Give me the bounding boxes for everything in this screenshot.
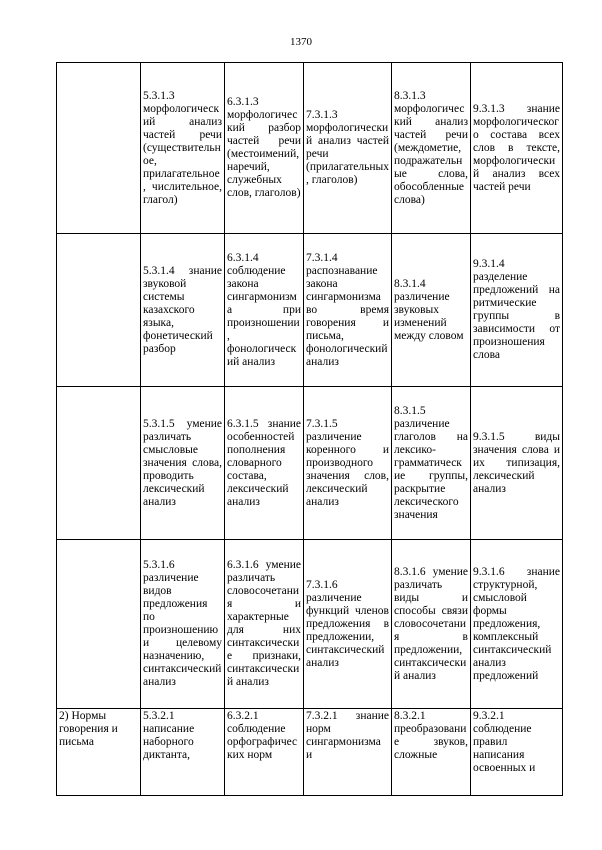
table-row <box>57 387 563 540</box>
topic-cell <box>57 63 141 234</box>
topic-cell <box>57 234 141 387</box>
table-row <box>57 709 563 796</box>
grade-7-objective-cell: 7.3.1.4 распознавание закона сингармонизма во время говорения и письма, фонологический анализ <box>304 234 392 387</box>
grade-5-objective-cell: 5.3.2.1 написание наборного диктанта, <box>141 709 225 796</box>
grade-7-objective-cell: 7.3.1.6 различение функций членов предложения в предложении, синтаксический анализ <box>304 540 392 709</box>
grade-9-objective-cell: 9.3.2.1 соблюдение правил написания освоенных и <box>471 709 563 796</box>
grade-9-objective-cell: 9.3.1.4 разделение предложений на ритмические группы в зависимости от произношения слова <box>471 234 563 387</box>
grade-5-objective-cell: 5.3.1.4 знание звуковой системы казахского языка, фонетический разбор <box>141 234 225 387</box>
table-row <box>57 63 563 234</box>
grade-7-objective-cell: 7.3.1.3 морфологический анализ частей речи (прилагательных, глаголов) <box>304 63 392 234</box>
grade-8-objective-cell: 8.3.1.6 умение различать виды и способы связи словосочетания в предложении, синтаксический анализ <box>392 540 471 709</box>
curriculum-table <box>56 62 563 796</box>
table-row <box>57 540 563 709</box>
grade-9-objective-cell: 9.3.1.6 знание структурной, смысловой формы предложения, комплексный синтаксический анализ предложений <box>471 540 563 709</box>
grade-8-objective-cell: 8.3.1.3 морфологический анализ частей речи (междометие, подражательные слова, обособленные слова) <box>392 63 471 234</box>
page-number: 1370 <box>290 36 312 48</box>
grade-5-objective-cell: 5.3.1.5 умение различать смысловые значения слова, проводить лексический анализ <box>141 387 225 540</box>
grade-7-objective-cell: 7.3.1.5 различение коренного и производного значения слов, лексический анализ <box>304 387 392 540</box>
grade-9-objective-cell: 9.3.1.5 виды значения слова и их типизация, лексический анализ <box>471 387 563 540</box>
grade-8-objective-cell: 8.3.1.4 различение звуковых изменений между словом <box>392 234 471 387</box>
grade-5-objective-cell: 5.3.1.6 различение видов предложения по произношению и целевому назначению, синтаксический анализ <box>141 540 225 709</box>
grade-8-objective-cell: 8.3.2.1 преобразование звуков, сложные <box>392 709 471 796</box>
grade-6-objective-cell: 6.3.2.1 соблюдение орфографических норм <box>225 709 304 796</box>
grade-8-objective-cell: 8.3.1.5 различение глаголов на лексико-грамматические группы, раскрытие лексического значения <box>392 387 471 540</box>
topic-cell <box>57 540 141 709</box>
grade-6-objective-cell: 6.3.1.5 знание особенностей пополнения словарного состава, лексический анализ <box>225 387 304 540</box>
grade-5-objective-cell: 5.3.1.3 морфологический анализ частей речи (существительное, прилагательное, числительное, глагол) <box>141 63 225 234</box>
grade-9-objective-cell: 9.3.1.3 знание морфологического состава всех слов в тексте, морфологический анализ всех частей речи <box>471 63 563 234</box>
grade-6-objective-cell: 6.3.1.4 соблюдение закона сингармонизма при произношении, фонологический анализ <box>225 234 304 387</box>
grade-7-objective-cell: 7.3.2.1 знание норм сингармонизма и <box>304 709 392 796</box>
grade-6-objective-cell: 6.3.1.3 морфологический разбор частей речи (местоимений, наречий, служебных слов, глаголов) <box>225 63 304 234</box>
topic-cell: 2) Нормы говорения и письма <box>57 709 141 796</box>
topic-cell <box>57 387 141 540</box>
table-row <box>57 234 563 387</box>
grade-6-objective-cell: 6.3.1.6 умение различать словосочетания и характерные для них синтаксические признаки, синтаксический анализ <box>225 540 304 709</box>
